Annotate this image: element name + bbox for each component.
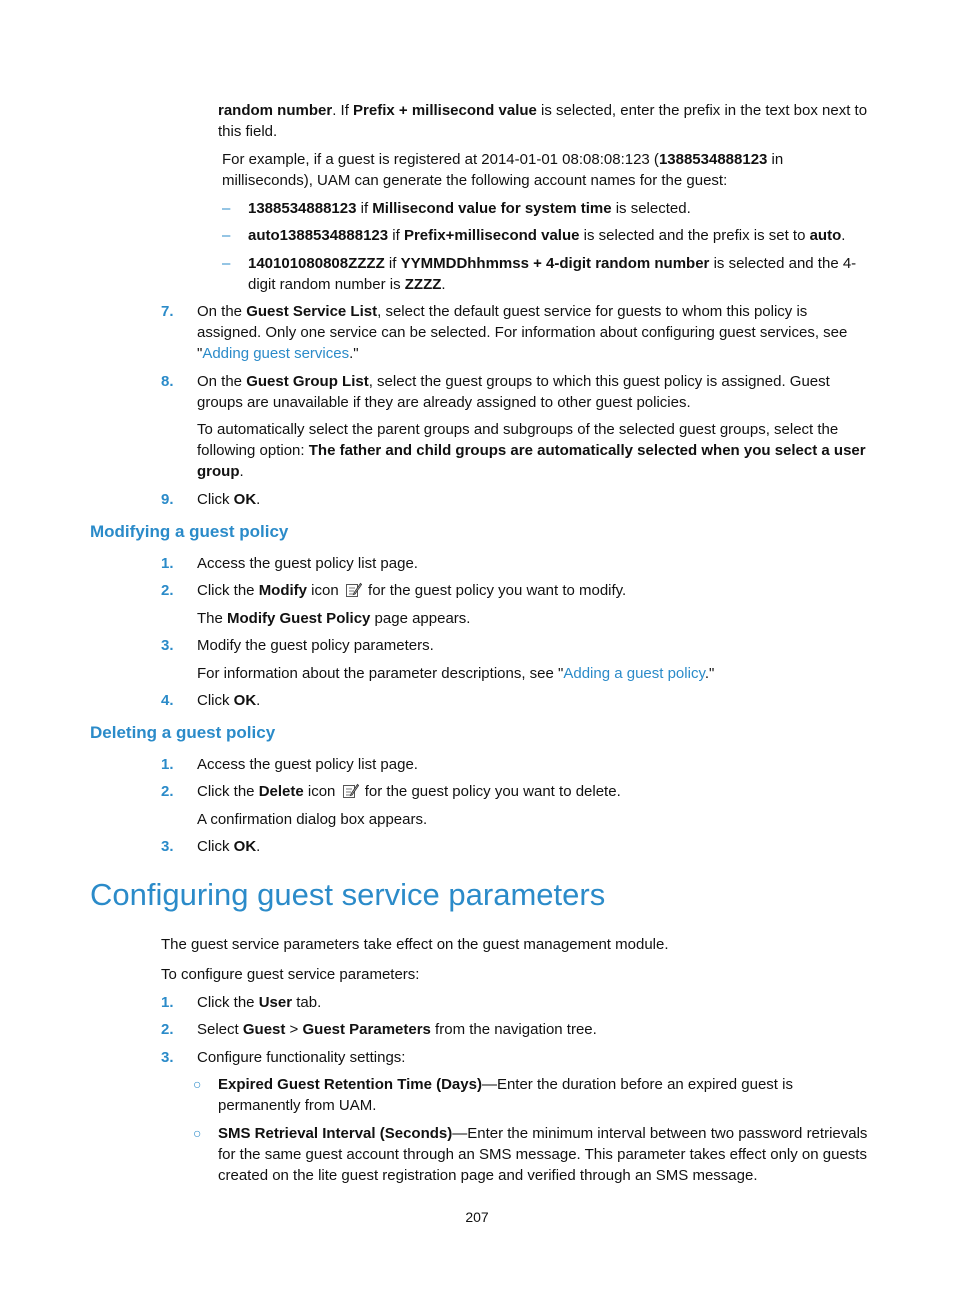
config-intro-2: To configure guest service parameters:	[161, 966, 420, 983]
delete-step-1: Access the guest policy list page.	[197, 756, 418, 773]
link-adding-guest-policy[interactable]: Adding a guest policy	[563, 665, 705, 682]
example-item-1: 1388534888123 if Millisecond value for system time is selected.	[248, 200, 691, 217]
step-number: 8.	[161, 373, 174, 390]
chapter-heading: Configuring guest service parameters	[90, 877, 606, 912]
setting-sms-interval: SMS Retrieval Interval (Seconds)—Enter the minimum interval between two password retrievals for the same guest account through an SMS message. This parameter takes effect only on guests created on the lite guest registration page and verified through an SMS message.	[218, 1125, 868, 1184]
step-number: 3.	[161, 637, 174, 654]
step-number: 2.	[161, 582, 174, 599]
delete-step-2-detail: A confirmation dialog box appears.	[197, 811, 428, 828]
modify-step-3-detail: For information about the parameter descriptions, see "Adding a guest policy."	[197, 665, 715, 682]
step-number: 1.	[161, 994, 174, 1011]
config-step-2: Select Guest > Guest Parameters from the navigation tree.	[197, 1021, 597, 1038]
config-step-1: Click the User tab.	[197, 994, 322, 1011]
delete-icon	[342, 783, 359, 799]
modify-step-2: Click the Modify icon for the guest policy you want to modify.	[197, 582, 627, 599]
dash-bullet: –	[222, 227, 231, 244]
modify-step-4: Click OK.	[197, 692, 261, 709]
step-number: 2.	[161, 783, 174, 800]
step-number: 2.	[161, 1021, 174, 1038]
modify-step-2-detail: The Modify Guest Policy page appears.	[197, 610, 471, 627]
link-adding-guest-services[interactable]: Adding guest services	[202, 345, 350, 362]
section-heading-delete: Deleting a guest policy	[90, 723, 276, 742]
step-number: 3.	[161, 838, 174, 855]
delete-step-3: Click OK.	[197, 838, 261, 855]
delete-step-2: Click the Delete icon for the guest policy you want to delete.	[197, 783, 621, 800]
circle-bullet: ○	[193, 1125, 202, 1141]
setting-expired-retention: Expired Guest Retention Time (Days)—Enter the duration before an expired guest is permanently from UAM.	[218, 1076, 793, 1114]
modify-icon	[345, 582, 362, 598]
step-number: 9.	[161, 491, 174, 508]
page-number: 207	[465, 1209, 489, 1225]
section-heading-modify: Modifying a guest policy	[90, 522, 289, 541]
example-item-2: auto1388534888123 if Prefix+millisecond value is selected and the prefix is set to auto.	[248, 227, 846, 244]
step-8-detail: To automatically select the parent groups and subgroups of the selected guest groups, select the following option: The father and child groups are automatically selected when you select a user group.	[197, 421, 866, 480]
config-step-3: Configure functionality settings:	[197, 1049, 406, 1066]
circle-bullet: ○	[193, 1076, 202, 1092]
step-number: 1.	[161, 555, 174, 572]
dash-bullet: –	[222, 255, 231, 272]
paragraph-example: For example, if a guest is registered at 2014-01-01 08:08:08:123 (1388534888123 in milliseconds), UAM can generate the following account names for the guest:	[222, 151, 784, 189]
config-intro-1: The guest service parameters take effect on the guest management module.	[161, 936, 669, 953]
modify-step-3: Modify the guest policy parameters.	[197, 637, 434, 654]
example-item-3: 140101080808ZZZZ if YYMMDDhhmmss + 4-digit random number is selected and the 4-digit random number is ZZZZ.	[248, 255, 857, 293]
step-number: 1.	[161, 756, 174, 773]
step-number: 7.	[161, 303, 174, 320]
step-7: On the Guest Service List, select the default guest service for guests to whom this policy is assigned. Only one service can be selected. For information about configuring guest services, see "Adding guest services."	[197, 303, 848, 362]
step-9: Click OK.	[197, 491, 261, 508]
modify-step-1: Access the guest policy list page.	[197, 555, 418, 572]
paragraph-random-number: random number. If Prefix + millisecond value is selected, enter the prefix in the text box next to this field.	[218, 102, 868, 140]
dash-bullet: –	[222, 200, 231, 217]
step-number: 3.	[161, 1049, 174, 1066]
step-number: 4.	[161, 692, 174, 709]
step-8: On the Guest Group List, select the guest groups to which this guest policy is assigned. Guest groups are unavailable if they are already assigned to other guest policies.	[197, 373, 830, 411]
